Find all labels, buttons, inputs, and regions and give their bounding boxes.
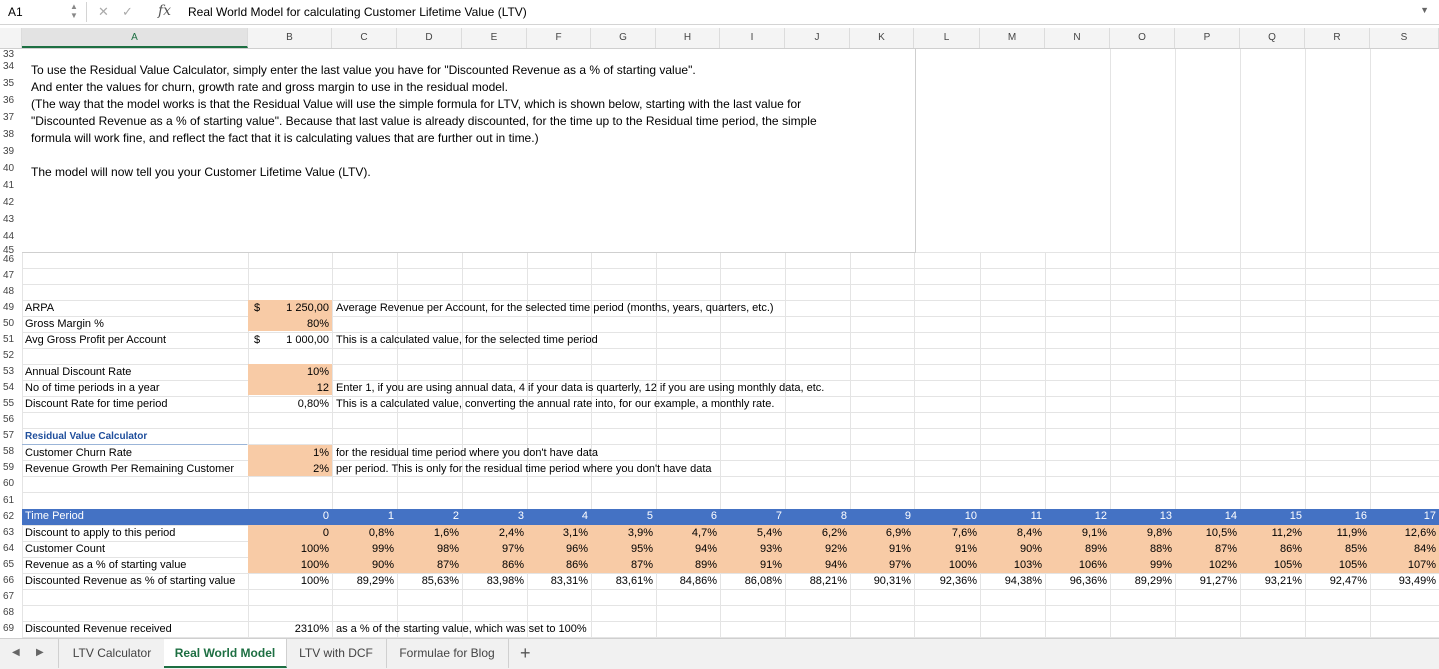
time-period-cell[interactable]: 1 [387, 510, 394, 522]
table-cell[interactable]: 91,27% [1199, 575, 1237, 587]
row-gridline [22, 268, 1439, 269]
table-cell[interactable]: 11,2% [1271, 527, 1302, 539]
table-cell[interactable]: 106% [1078, 559, 1107, 571]
table-cell[interactable]: 87% [630, 559, 653, 571]
row-gridline [22, 412, 1439, 413]
table-cell[interactable]: 96,36% [1069, 575, 1107, 587]
row-header[interactable]: 54 [3, 382, 15, 393]
table-cell[interactable]: 1,6% [433, 527, 459, 539]
table-cell[interactable]: 91% [954, 543, 977, 555]
annual-discount-cell[interactable]: 10% [306, 366, 329, 378]
table-cell[interactable]: 93% [759, 543, 782, 555]
revenue-pct-label: Revenue as a % of starting value [25, 559, 187, 571]
revenue-received-label: Discounted Revenue received [25, 623, 172, 635]
table-cell[interactable]: 87% [1214, 543, 1237, 555]
row-header[interactable]: 61 [3, 494, 15, 506]
table-cell[interactable]: 0 [322, 527, 329, 539]
periods-note: Enter 1, if you are using annual data, 4 if your data is quarterly, 12 if you are using monthly data, etc. [336, 382, 825, 394]
row-header[interactable]: 55 [3, 398, 15, 409]
row-header[interactable]: 52 [3, 350, 15, 361]
arpa-note: Average Revenue per Account, for the selected time period (months, years, quarters, etc.) [336, 302, 774, 314]
row-gridline [22, 284, 1439, 285]
table-cell[interactable]: 91% [759, 559, 782, 571]
residual-calc-heading: Residual Value Calculator [25, 431, 148, 442]
row-header[interactable]: 66 [3, 575, 15, 586]
row-header[interactable]: 35 [3, 77, 15, 89]
discount-apply-label: Discount to apply to this period [25, 527, 176, 539]
row-header[interactable]: 34 [3, 60, 15, 72]
row-gridline [22, 348, 1439, 349]
time-period-cell[interactable]: 8 [840, 510, 847, 522]
row-gridline [22, 492, 1439, 493]
row-header[interactable]: 59 [3, 462, 15, 473]
table-cell[interactable]: 103% [1013, 559, 1042, 571]
row-gridline [22, 589, 1439, 590]
column-header-r[interactable]: R [1305, 28, 1370, 48]
row-gridline [22, 428, 1439, 429]
table-cell[interactable]: 9,8% [1146, 527, 1172, 539]
table-cell[interactable]: 89,29% [1134, 575, 1172, 587]
time-period-cell[interactable]: 14 [1224, 510, 1237, 522]
discount-rate-cell[interactable]: 0,80% [297, 398, 329, 410]
row-gridline [22, 573, 1439, 574]
column-header-m[interactable]: M [980, 28, 1045, 48]
row-header[interactable]: 50 [3, 318, 15, 329]
churn-note: for the residual time period where you don't have data [336, 447, 598, 459]
row-gridline [22, 316, 1439, 317]
table-cell[interactable]: 99% [1149, 559, 1172, 571]
instruction-line: (The way that the model works is that the Residual Value will use the simple formula for LTV, which is shown below, starting with the last value for [31, 97, 802, 111]
churn-cell[interactable]: 1% [313, 447, 329, 459]
table-cell[interactable]: 94% [694, 543, 717, 555]
column-header-h[interactable]: H [656, 28, 720, 48]
gross-margin-label: Gross Margin % [25, 318, 104, 330]
table-cell[interactable]: 88,21% [809, 575, 847, 587]
sheet-tab-bar [0, 638, 1439, 669]
table-cell[interactable]: 84,86% [679, 575, 717, 587]
instructions-textbox[interactable] [22, 49, 916, 253]
time-period-cell[interactable]: 9 [904, 510, 911, 522]
row-header[interactable]: 56 [3, 414, 15, 425]
arpa-cell[interactable]: 1 250,00 [286, 302, 329, 314]
column-header-b[interactable]: B [248, 28, 332, 48]
time-period-cell[interactable]: 15 [1289, 510, 1302, 522]
column-header-s[interactable]: S [1370, 28, 1439, 48]
table-cell[interactable]: 85,63% [421, 575, 459, 587]
table-cell[interactable]: 100% [300, 543, 329, 555]
table-cell[interactable]: 6,9% [885, 527, 911, 539]
column-header-j[interactable]: J [785, 28, 850, 48]
periods-label: No of time periods in a year [25, 382, 160, 394]
table-cell[interactable]: 0,8% [368, 527, 394, 539]
row-header[interactable]: 48 [3, 286, 15, 297]
table-cell[interactable]: 3,9% [627, 527, 653, 539]
column-header-c[interactable]: C [332, 28, 397, 48]
table-cell[interactable]: 85% [1344, 543, 1367, 555]
instruction-line: "Discounted Revenue as a % of starting value". Because that last value is already discounted, for the time up to the Residual time period, the simple [31, 114, 817, 128]
table-cell[interactable]: 91% [888, 543, 911, 555]
table-cell[interactable]: 9,1% [1081, 527, 1107, 539]
row-header[interactable]: 47 [3, 270, 15, 281]
growth-cell[interactable]: 2% [313, 463, 329, 475]
column-header-k[interactable]: K [850, 28, 914, 48]
time-period-cell[interactable]: 7 [775, 510, 782, 522]
row-header[interactable]: 42 [3, 196, 15, 208]
column-header-p[interactable]: P [1175, 28, 1240, 48]
select-all-corner[interactable] [0, 28, 22, 48]
row-header[interactable]: 43 [3, 213, 15, 225]
time-period-cell[interactable]: 5 [646, 510, 653, 522]
table-cell[interactable]: 92,47% [1329, 575, 1367, 587]
cancel-icon[interactable]: ✕ [98, 4, 109, 19]
avg-gross-profit-note: This is a calculated value, for the selected time period [336, 334, 598, 346]
row-header[interactable]: 63 [3, 527, 15, 538]
formula-input[interactable]: Real World Model for calculating Customer Lifetime Value (LTV) [188, 5, 527, 19]
row-header[interactable]: 38 [3, 128, 15, 140]
row-header[interactable]: 33 [3, 49, 15, 60]
instruction-line: To use the Residual Value Calculator, simply enter the last value you have for "Discounted Revenue as a % of starting value". [31, 63, 696, 77]
gross-margin-cell[interactable]: 80% [306, 318, 329, 330]
arpa-currency: $ [254, 302, 261, 314]
row-header[interactable]: 41 [3, 179, 15, 191]
table-cell[interactable]: 92% [824, 543, 847, 555]
table-cell[interactable]: 105% [1273, 559, 1302, 571]
row-header[interactable]: 58 [3, 446, 15, 457]
revenue-received-cell[interactable]: 2310% [294, 623, 329, 635]
avg-gross-profit-cell[interactable]: 1 000,00 [286, 334, 329, 346]
column-header-l[interactable]: L [914, 28, 980, 48]
column-header-f[interactable]: F [527, 28, 591, 48]
table-cell[interactable]: 87% [436, 559, 459, 571]
churn-label: Customer Churn Rate [25, 447, 132, 459]
table-cell[interactable]: 96% [565, 543, 588, 555]
table-cell[interactable]: 5,4% [756, 527, 782, 539]
table-cell[interactable]: 6,2% [821, 527, 847, 539]
time-period-cell[interactable]: 6 [710, 510, 717, 522]
row-gridline [22, 300, 1439, 301]
growth-label: Revenue Growth Per Remaining Customer [25, 463, 235, 475]
table-cell[interactable]: 12,6% [1404, 527, 1436, 539]
row-gridline [22, 621, 1439, 622]
time-period-cell[interactable]: 16 [1354, 510, 1367, 522]
confirm-icon[interactable]: ✓ [122, 4, 133, 19]
divider [86, 2, 87, 22]
table-cell[interactable]: 94% [824, 559, 847, 571]
time-period-cell[interactable]: 11 [1030, 510, 1042, 522]
revenue-received-note: as a % of the starting value, which was set to 100% [336, 623, 587, 635]
table-cell[interactable]: 84% [1413, 543, 1436, 555]
tab-formulae-for-blog[interactable]: Formulae for Blog [386, 639, 509, 668]
time-period-cell[interactable]: 3 [517, 510, 524, 522]
tab-ltv-calculator[interactable]: LTV Calculator [58, 639, 166, 668]
table-cell[interactable]: 86,08% [744, 575, 782, 587]
row-header[interactable]: 64 [3, 543, 15, 554]
table-cell[interactable]: 93,49% [1398, 575, 1436, 587]
time-period-cell[interactable]: 13 [1159, 510, 1172, 522]
table-cell[interactable]: 95% [630, 543, 653, 555]
prev-sheet-icon[interactable]: ◀ [12, 647, 20, 658]
discounted-revenue-label: Discounted Revenue as % of starting value [25, 575, 236, 587]
row-gridline [22, 396, 1439, 397]
table-cell[interactable]: 90% [371, 559, 394, 571]
table-cell[interactable]: 11,9% [1336, 527, 1367, 539]
row-header[interactable]: 62 [3, 511, 15, 522]
table-cell[interactable]: 83,61% [615, 575, 653, 587]
instruction-line: The model will now tell you your Customer Lifetime Value (LTV). [31, 165, 371, 179]
table-cell[interactable]: 4,7% [691, 527, 717, 539]
table-cell[interactable]: 90,31% [873, 575, 911, 587]
instruction-line: And enter the values for churn, growth rate and gross margin to use in the residual model. [31, 80, 508, 94]
table-cell[interactable]: 2,4% [498, 527, 524, 539]
row-gridline [22, 605, 1439, 606]
table-cell[interactable]: 98% [436, 543, 459, 555]
row-gridline [22, 476, 1439, 477]
row-gridline [22, 364, 1439, 365]
table-cell[interactable]: 89,29% [356, 575, 394, 587]
column-header-d[interactable]: D [397, 28, 462, 48]
column-header-i[interactable]: I [720, 28, 785, 48]
instruction-line: formula will work fine, and reflect the fact that it is calculating values that are further out in time.) [31, 131, 539, 145]
column-header-n[interactable]: N [1045, 28, 1110, 48]
column-gridline [22, 252, 23, 638]
table-cell[interactable]: 10,5% [1205, 527, 1237, 539]
time-period-cell[interactable]: 17 [1423, 510, 1436, 522]
time-period-cell[interactable]: 4 [581, 510, 588, 522]
row-header[interactable]: 60 [3, 478, 15, 489]
time-period-cell[interactable]: 2 [452, 510, 459, 522]
avg-gross-profit-label: Avg Gross Profit per Account [25, 334, 167, 346]
annual-discount-label: Annual Discount Rate [25, 366, 132, 378]
row-header[interactable]: 57 [3, 430, 15, 441]
table-cell[interactable]: 88% [1149, 543, 1172, 555]
row-gridline [22, 332, 1439, 333]
customer-count-label: Customer Count [25, 543, 106, 555]
row-gridline [22, 460, 1439, 461]
row-header[interactable]: 39 [3, 145, 15, 157]
periods-cell[interactable]: 12 [316, 382, 329, 394]
table-cell[interactable]: 105% [1338, 559, 1367, 571]
table-cell[interactable]: 92,36% [939, 575, 977, 587]
column-headers [0, 28, 1439, 49]
row-gridline [22, 380, 1439, 381]
column-header-a[interactable]: A [22, 28, 248, 48]
table-cell[interactable]: 97% [888, 559, 911, 571]
table-cell[interactable]: 102% [1208, 559, 1237, 571]
name-box[interactable]: A1 [8, 5, 23, 19]
table-cell[interactable]: 107% [1407, 559, 1436, 571]
table-cell[interactable]: 93,21% [1264, 575, 1302, 587]
table-cell[interactable]: 90% [1019, 543, 1042, 555]
discount-rate-label: Discount Rate for time period [25, 398, 168, 410]
table-cell[interactable]: 94,38% [1004, 575, 1042, 587]
row-header[interactable]: 69 [3, 623, 15, 634]
table-cell[interactable]: 89% [694, 559, 717, 571]
growth-note: per period. This is only for the residual time period where you don't have data [336, 463, 712, 475]
column-header-g[interactable]: G [591, 28, 656, 48]
time-period-cell[interactable]: 10 [964, 510, 977, 522]
table-cell[interactable]: 100% [948, 559, 977, 571]
row-header[interactable]: 65 [3, 559, 15, 570]
formula-bar [0, 0, 1439, 25]
table-cell[interactable]: 83,31% [550, 575, 588, 587]
row-header[interactable]: 40 [3, 162, 15, 174]
table-cell[interactable]: 86% [1279, 543, 1302, 555]
avg-gross-profit-currency: $ [254, 334, 261, 346]
table-cell[interactable]: 89% [1084, 543, 1107, 555]
column-header-q[interactable]: Q [1240, 28, 1305, 48]
tab-real-world-model[interactable]: Real World Model [164, 639, 287, 668]
table-cell[interactable]: 99% [371, 543, 394, 555]
column-header-o[interactable]: O [1110, 28, 1175, 48]
table-cell[interactable]: 3,1% [562, 527, 588, 539]
table-cell[interactable]: 97% [501, 543, 524, 555]
row-header[interactable]: 53 [3, 366, 15, 377]
time-period-label: Time Period [25, 510, 84, 522]
time-period-cell[interactable]: 0 [322, 510, 329, 522]
table-cell[interactable]: 100% [300, 559, 329, 571]
discount-rate-note: This is a calculated value, converting the annual rate into, for our example, a monthly rate. [336, 398, 775, 410]
function-icon[interactable]: fx [158, 3, 172, 19]
row-header[interactable]: 44 [3, 230, 15, 242]
row-header[interactable]: 36 [3, 94, 15, 106]
row-header[interactable]: 37 [3, 111, 15, 123]
time-period-cell[interactable]: 12 [1094, 510, 1107, 522]
row-header[interactable]: 51 [3, 334, 15, 345]
table-cell[interactable]: 100% [300, 575, 329, 587]
table-cell[interactable]: 86% [565, 559, 588, 571]
expand-formula-bar-icon[interactable]: ▼ [1420, 5, 1429, 15]
table-cell[interactable]: 8,4% [1016, 527, 1042, 539]
name-box-stepper-icon[interactable]: ▲ ▼ [70, 2, 78, 20]
row-header[interactable]: 68 [3, 607, 15, 618]
row-header[interactable]: 45 [3, 245, 15, 256]
arpa-label: ARPA [25, 302, 55, 314]
tab-ltv-with-dcf[interactable]: LTV with DCF [286, 639, 387, 668]
heading-underline [22, 444, 247, 445]
row-header[interactable]: 46 [3, 254, 15, 265]
row-header[interactable]: 49 [3, 302, 15, 313]
next-sheet-icon[interactable]: ▶ [36, 647, 44, 658]
table-cell[interactable]: 7,6% [951, 527, 977, 539]
column-header-e[interactable]: E [462, 28, 527, 48]
row-header[interactable]: 67 [3, 591, 15, 602]
table-cell[interactable]: 86% [501, 559, 524, 571]
table-cell[interactable]: 83,98% [486, 575, 524, 587]
add-sheet-icon[interactable]: + [520, 643, 531, 663]
